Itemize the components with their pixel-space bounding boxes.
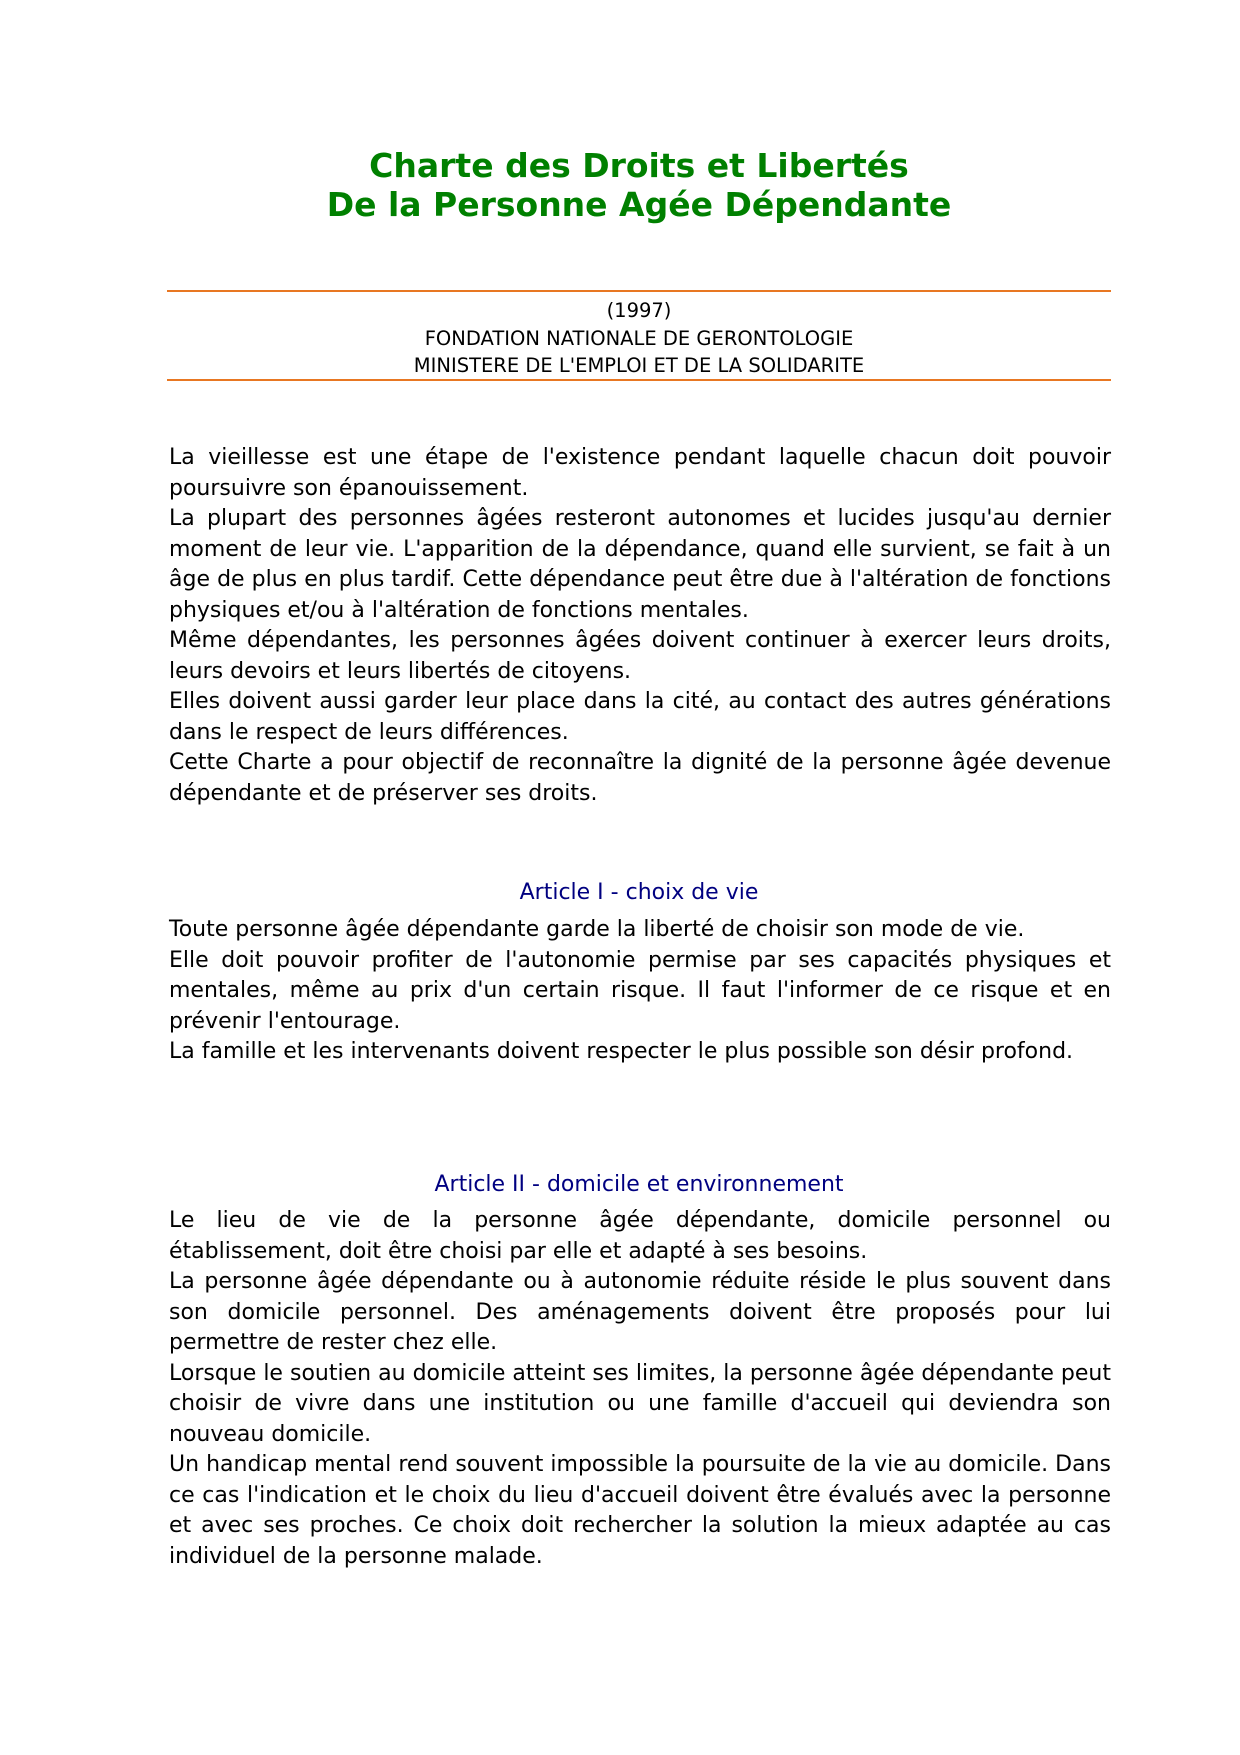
- header-year: (1997): [606, 299, 672, 322]
- article-paragraph: Lorsque le soutien au domicile atteint ses limites, la personne âgée dépendante peut choisir de vivre dans une institution ou une famille d'accueil qui deviendra son nouveau domicile.: [169, 1360, 1111, 1447]
- article-1-heading: Article I - choix de vie: [519, 880, 759, 905]
- article-paragraph: La personne âgée dépendante ou à autonomie réduite réside le plus souvent dans son domicile personnel. Des aménagements doivent être proposés pour lui permettre de rester chez elle.: [169, 1269, 1111, 1355]
- header-ministry: MINISTERE DE L'EMPLOI ET DE LA SOLIDARITE: [413, 354, 865, 377]
- article-paragraph: Un handicap mental rend souvent impossible la poursuite de la vie au domicile. Dans ce cas l'indication et le choix du lieu d'accueil doivent être évalués avec la personne et avec ses proches. Ce choix doit rechercher la solution la mieux adaptée au cas individuel de la personne malade.: [169, 1452, 1111, 1569]
- title-line-1: Charte des Droits et Libertés: [369, 146, 909, 185]
- intro-paragraph: La vieillesse est une étape de l'existence pendant laquelle chacun doit pouvoir poursuivre son épanouissement.: [169, 445, 1111, 501]
- intro-section: [169, 443, 1111, 809]
- intro-paragraph: Même dépendantes, les personnes âgées doivent continuer à exercer leurs droits, leurs devoirs et leurs libertés de citoyens.: [169, 628, 1111, 684]
- document-title: [167, 146, 1111, 224]
- intro-paragraph: Elles doivent aussi garder leur place dans la cité, au contact des autres générations dans le respect de leurs différences.: [169, 689, 1111, 745]
- intro-paragraph: La plupart des personnes âgées resteront autonomes et lucides jusqu'au dernier moment de leur vie. L'apparition de la dépendance, quand elle survient, se fait à un âge de plus en plus tardif. Cette dépendance peut être due à l'altération de fonctions physiques et/ou à l'altération de fonctions mentales.: [169, 506, 1111, 623]
- article-paragraph: Le lieu de vie de la personne âgée dépendante, domicile personnel ou établissement, doit être choisi par elle et adapté à ses besoins.: [169, 1208, 1111, 1264]
- article-paragraph: Elle doit pouvoir profiter de l'autonomie permise par ses capacités physiques et mentales, même au prix d'un certain risque. Il faut l'informer de ce risque et en prévenir l'entourage.: [169, 947, 1111, 1034]
- title-line-2: De la Personne Agée Dépendante: [326, 185, 952, 224]
- header-top-divider: [167, 290, 1111, 292]
- header-organization: FONDATION NATIONALE DE GERONTOLOGIE: [424, 326, 854, 350]
- header-bottom-divider: [167, 379, 1111, 381]
- article-1-body: [169, 915, 1111, 1068]
- article-2-body: [169, 1206, 1111, 1572]
- article-paragraph: Toute personne âgée dépendante garde la liberté de choisir son mode de vie.: [169, 917, 1025, 942]
- article-paragraph: La famille et les intervenants doivent respecter le plus possible son désir profond.: [169, 1039, 1074, 1064]
- header-block: [167, 297, 1111, 380]
- intro-paragraph: Cette Charte a pour objectif de reconnaître la dignité de la personne âgée devenue dépendante et de préserver ses droits.: [169, 750, 1111, 806]
- article-2-heading: Article II - domicile et environnement: [434, 1172, 844, 1197]
